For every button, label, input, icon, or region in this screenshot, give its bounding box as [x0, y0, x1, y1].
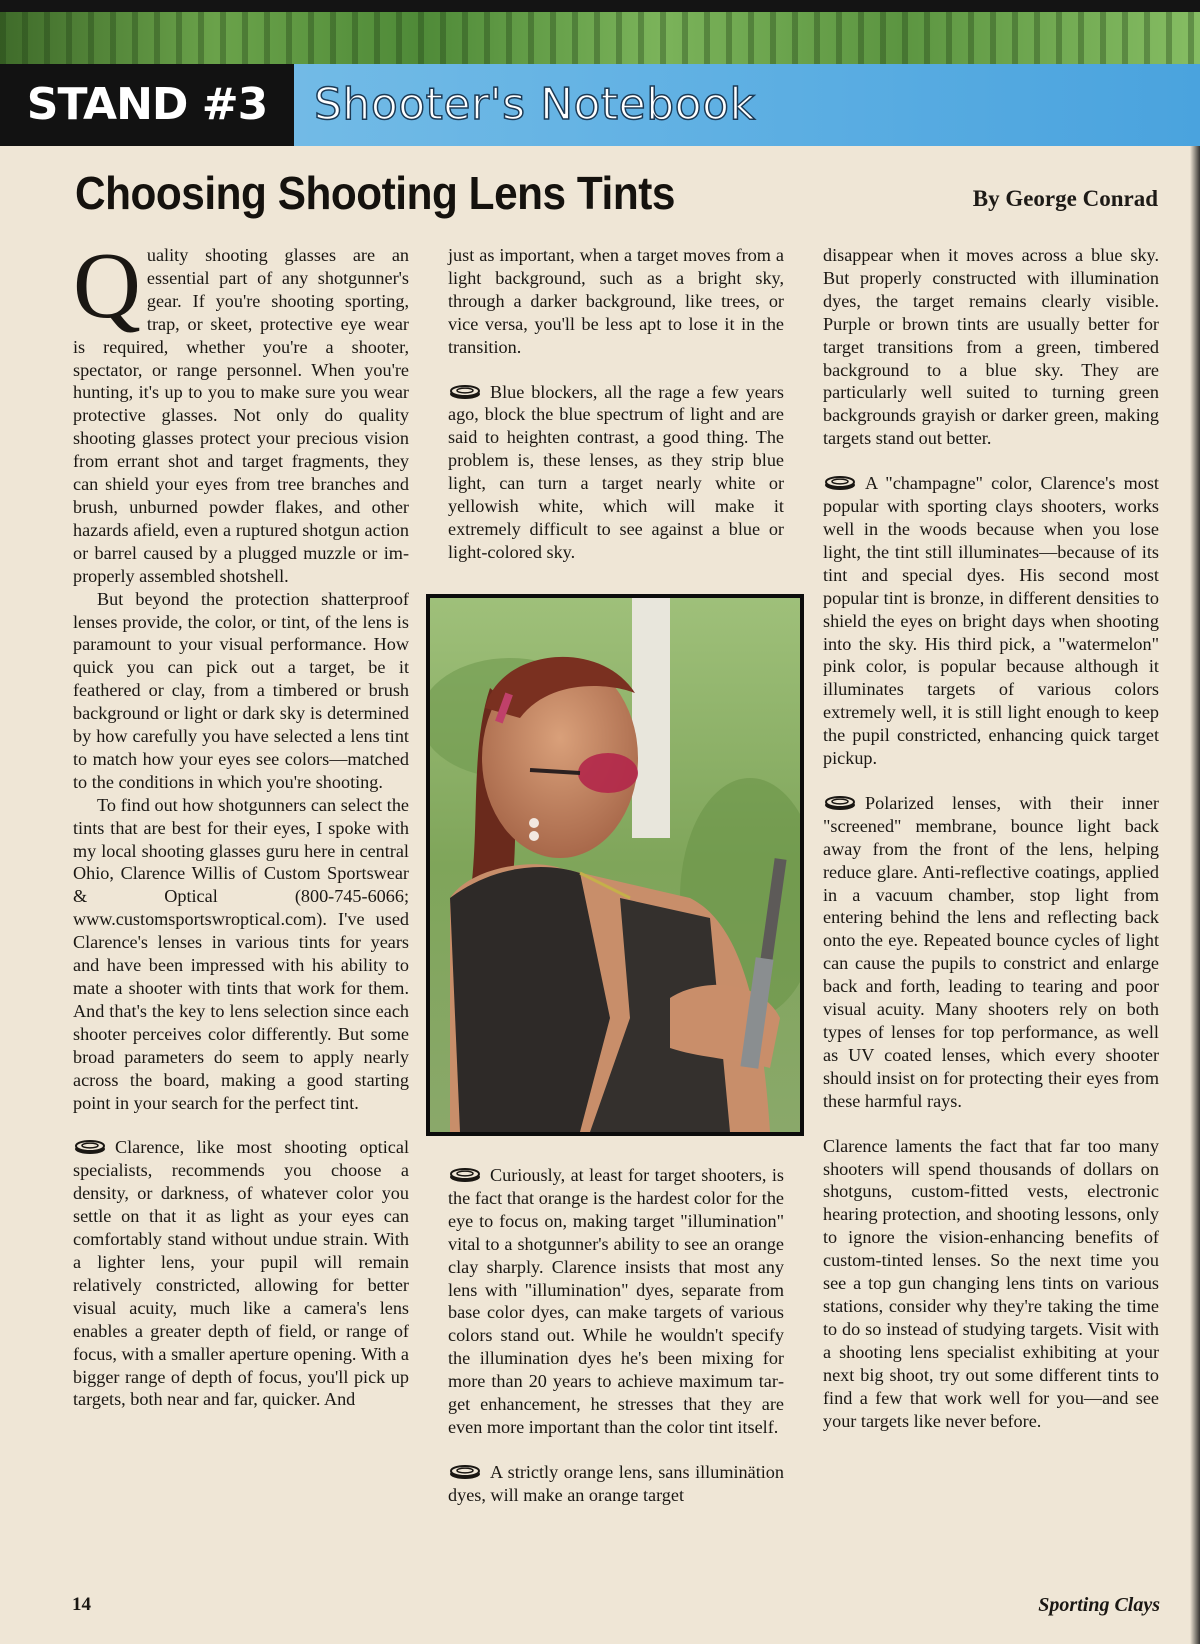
clay-target-icon — [448, 1464, 482, 1480]
page-edge-shadow — [1190, 146, 1200, 1644]
bullet-paragraph: A strictly orange lens, sans illuminätion dyes, will make an orange target — [448, 1461, 784, 1505]
column-1 — [73, 234, 409, 1411]
paragraph: disappear when it moves across a blue sky. But properly constructed with illumination dyes, the target remains clearly visible. Purple or brown tints are usually better for target transitions from a green, timbered background to a blue sky. They are particularly well suited to turning green backgrounds grayish or darker green, making targets stand out better. — [823, 245, 1159, 449]
magazine-name: Sporting Clays — [1038, 1594, 1160, 1616]
drop-cap: Q — [73, 234, 141, 338]
paragraph: To find out how shotgunners can select the tints that are best for their eyes, I spoke with my local shooting glasses guru here in central Ohio, Clarence Willis of Custom Sportswear & Optical (800-745-6066; www.customsportswroptical.com). I've used Clarence's lenses in various tints for years and have been impressed with his ability to mate a shooter with tints that work for them. And that's the key to lens selection since each shooter perceives color differently. But some broad parameters do seem to apply nearly across the board, making a good starting point in your search for the perfect tint. — [73, 794, 409, 1113]
page-number: 14 — [72, 1594, 91, 1615]
column-2 — [448, 244, 784, 564]
bullet-paragraph: Curiously, at least for target shooters, is the fact that orange is the hardest color for the eye to focus on, making target "illumination" vital to a shotgunner's ability to see an orange clay sharply. Clarence insists that most any lens with "illumination" dyes, separate from base color dyes, can make targets of various colors stand out. While he wouldn't specify the illumination dyes he's been mixing for more than 20 years to achieve maximum target enhancement, he stresses that they are even more important than the color tint itself. — [448, 1165, 784, 1437]
shooter-photo-image — [430, 598, 800, 1132]
article-title: Choosing Shooting Lens Tints — [75, 167, 675, 219]
section-banner — [0, 64, 1200, 146]
column-3 — [823, 244, 1159, 1432]
header-photo-strip — [0, 0, 1200, 64]
paragraph: Clarence laments the fact that far too many shooters will spend thousands of dollars on shotguns, custom-fitted vests, electronic hearing protection, and shooting lessons, only to ignore the vision-enhancing benefits of custom-tinted lenses. So the next time you see a top gun changing lens tints on various stations, consider why they're taking the time to do so instead of studying targets. Visit with a shooting lens specialist exhibiting at your next big shoot, try out some different tints to find a few that work well for you—and see your targets like never before. — [823, 1135, 1159, 1431]
shooter-photo — [426, 594, 804, 1136]
clay-target-icon — [448, 384, 482, 400]
paragraph: just as important, when a target moves from a light background, such as a bright sky, through a darker background, like trees, or vice versa, you'll be less apt to lose it in the transition. — [448, 245, 784, 357]
section-title: Shooter's Notebook — [314, 79, 756, 130]
clay-target-icon — [823, 475, 857, 491]
stand-label: STAND #3 — [0, 64, 294, 146]
clay-target-icon — [73, 1139, 107, 1155]
bullet-paragraph: Clarence, like most shooting optical specialists, recommends you choose a density, or darkness, of whatever color you settle on that it as light as your eyes can comfortably stand without undue strain. With a lighter lens, your pupil will remain relatively constricted, allowing for better visual acuity, much like a camera's lens enables a greater depth of field, or range of focus, with a smaller aperture opening. With a bigger range of depth of focus, you'll pick up targets, both near and far, quicker. And — [73, 1137, 409, 1410]
paragraph: Quality shooting glasses are an essential part of any shotgunner's gear. If you're shooting sporting, trap, or skeet, protective eye wear is required, whether you're a shooter, spectator, or range personnel. When you're hunting, it's up to you to make sure you wear protective glasses. Not only do quality shooting glasses protect your precious vision from errant shot and target fragments, they can shield your eyes from tree branches and brush, unburned powder flakes, and other hazards afield, even a ruptured shotgun action or barrel caused by a plugged muzzle or improperly assembled shotshell. — [73, 234, 409, 586]
bullet-paragraph: Polarized lenses, with their inner "screened" membrane, bounce light back away from the front of the lens, helping reduce glare. Anti-reflective coatings, applied in a vacuum chamber, stop light from entering behind the lens and reflecting back onto the eye. Repeated bounce cycles of light can cause the pupils to constrict and enlarge back and forth, leading to tearing and poor visual acuity. Many shooters rely on both types of lenses for top performance, as well as UV coated lenses, which every shooter should insist on for protecting their eyes from these harmful rays. — [823, 792, 1159, 1111]
byline: By George Conrad — [972, 186, 1158, 211]
paragraph: But beyond the protection shatterproof lenses provide, the color, or tint, of the lens is paramount to your visual performance. How quick you can pick out a target, be it feathered or clay, from a timbered or brush background or light or dark sky is determined by how carefully you have selected a lens tint to match how your eyes see colors—matched to the conditions in which you're shooting. — [73, 588, 409, 792]
clay-target-icon — [823, 795, 857, 811]
bullet-paragraph: Blue blockers, all the rage a few years ago, block the blue spectrum of light and are said to heighten contrast, a good thing. The problem is, these lenses, as they strip blue light, can turn a target nearly white or yellowish white, which will make it extremely difficult to see against a blue or light-colored sky. — [448, 381, 784, 562]
column-2-continued — [448, 1164, 784, 1507]
bullet-paragraph: A "champagne" color, Clarence's most popular with sporting clays shooters, works well in the woods because when you lose light, the tint still illuminates—because of its tint and special dyes. His second most popular tint is bronze, in different densities to shield the eyes on bright days when shooting into the sky. His third pick, a "watermelon" pink color, is popular because although it illuminates targets of various colors extremely well, it is still light enough to keep the pupil constricted, enhancing quick target pickup. — [823, 473, 1159, 769]
clay-target-icon — [448, 1167, 482, 1183]
